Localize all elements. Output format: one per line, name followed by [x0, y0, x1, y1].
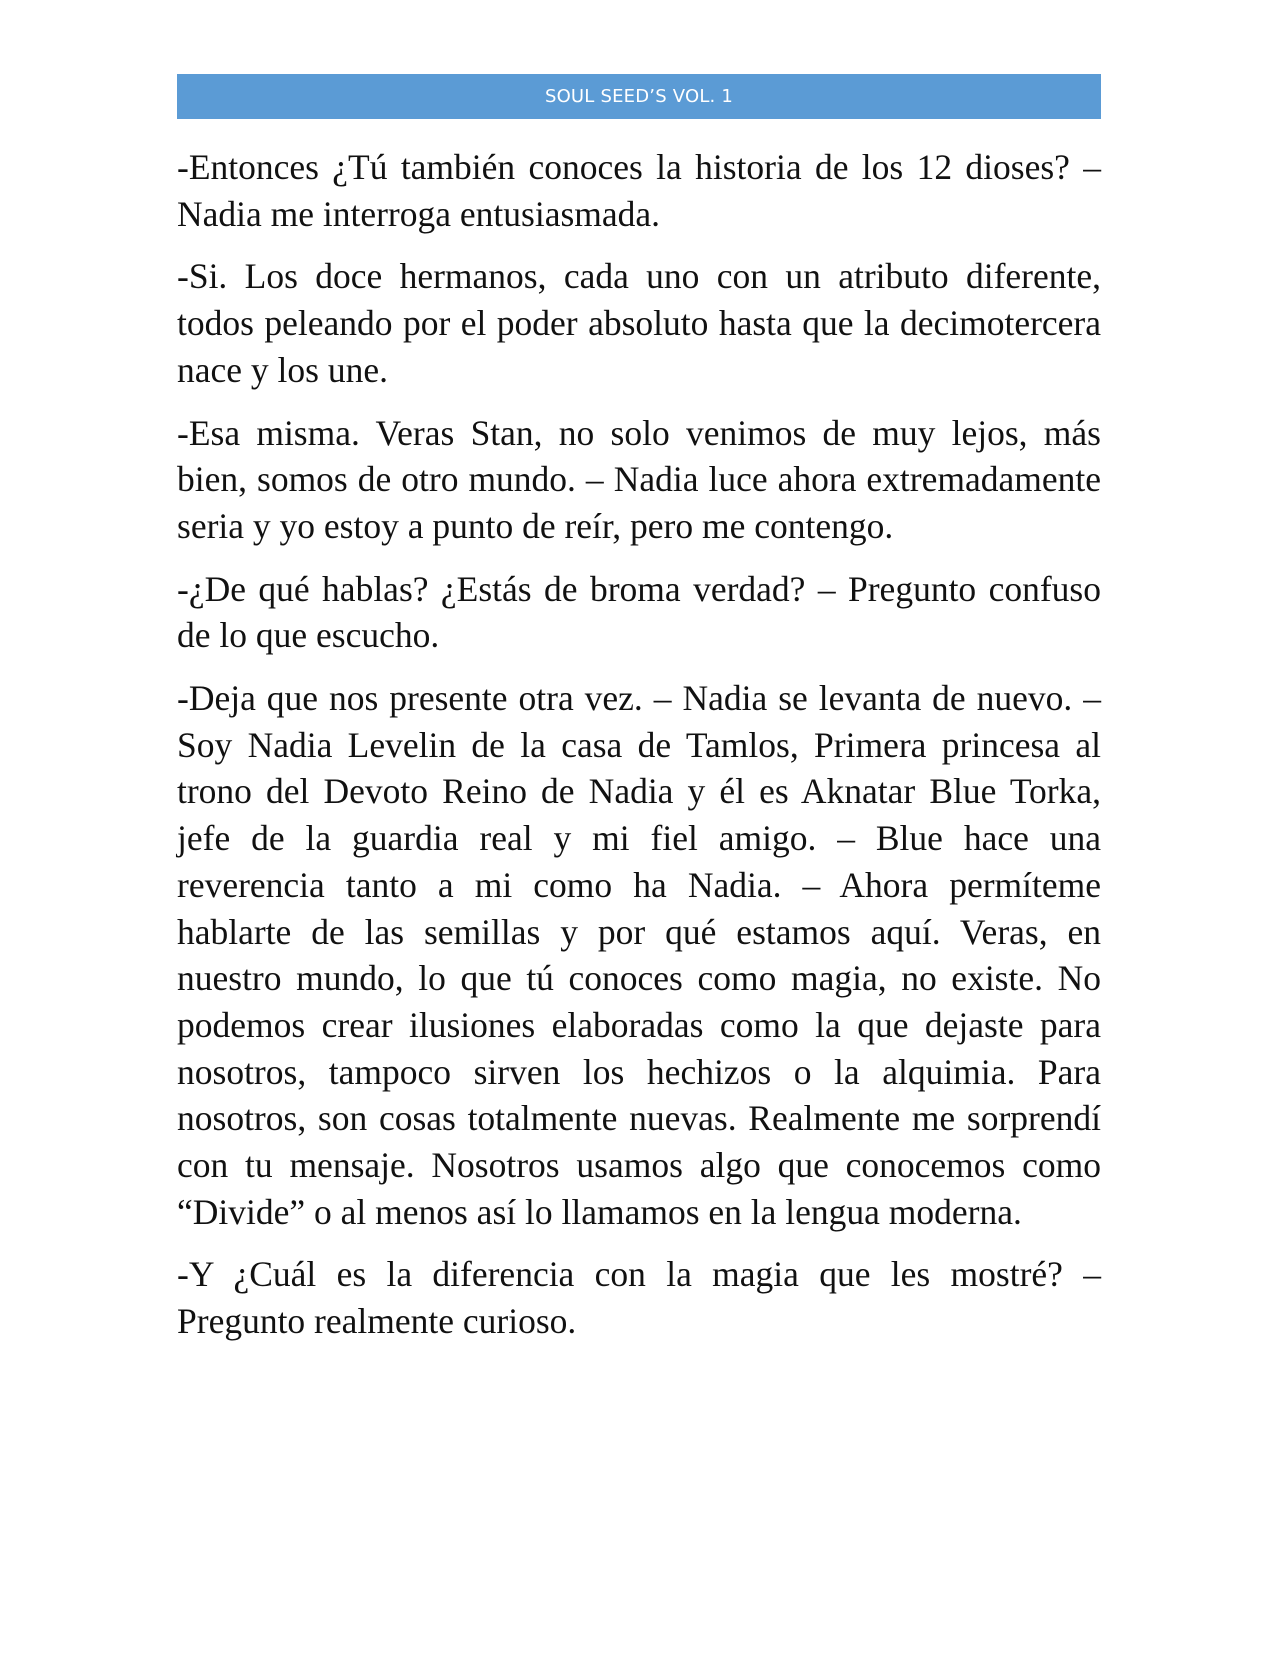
paragraph: -Entonces ¿Tú también conoces la historia de los 12 dioses? – Nadia me interroga entusiasmada. — [177, 147, 1101, 234]
paragraph: -Si. Los doce hermanos, cada uno con un atributo diferente, todos peleando por el poder absoluto hasta que la decimotercera nace y los une. — [177, 256, 1101, 390]
paragraph: -Esa misma. Veras Stan, no solo venimos de muy lejos, más bien, somos de otro mundo. – Nadia luce ahora extremadamente seria y yo estoy a punto de reír, pero me contengo. — [177, 412, 1101, 546]
header-title: SOUL SEED’S VOL. 1 — [544, 86, 734, 107]
body-text — [177, 144, 1101, 1361]
paragraph: -Deja que nos presente otra vez. – Nadia se levanta de nuevo. – Soy Nadia Levelin de la casa de Tamlos, Primera princesa al trono del Devoto Reino de Nadia y él es Aknatar Blue Torka, jefe de la guardia real y mi fiel amigo. – Blue hace una reverencia tanto a mi como ha Nadia. – Ahora permíteme hablarte de las semillas y por qué estamos aquí. Veras, en nuestro mundo, lo que tú conoces como magia, no existe. No podemos crear ilusiones elaboradas como la que dejaste para nosotros, tampoco sirven los hechizos o la alquimia. Para nosotros, son cosas totalmente nuevas. Realmente me sorprendí con tu mensaje. Nosotros usamos algo que conocemos como “Divide” o al menos así lo llamamos en la lengua moderna. — [177, 678, 1101, 1232]
paragraph: -¿De qué hablas? ¿Estás de broma verdad? – Pregunto confuso de lo que escucho. — [177, 568, 1101, 656]
header-bar — [177, 74, 1101, 119]
paragraph: -Y ¿Cuál es la diferencia con la magia que les mostré? – Pregunto realmente curioso. — [177, 1254, 1101, 1342]
